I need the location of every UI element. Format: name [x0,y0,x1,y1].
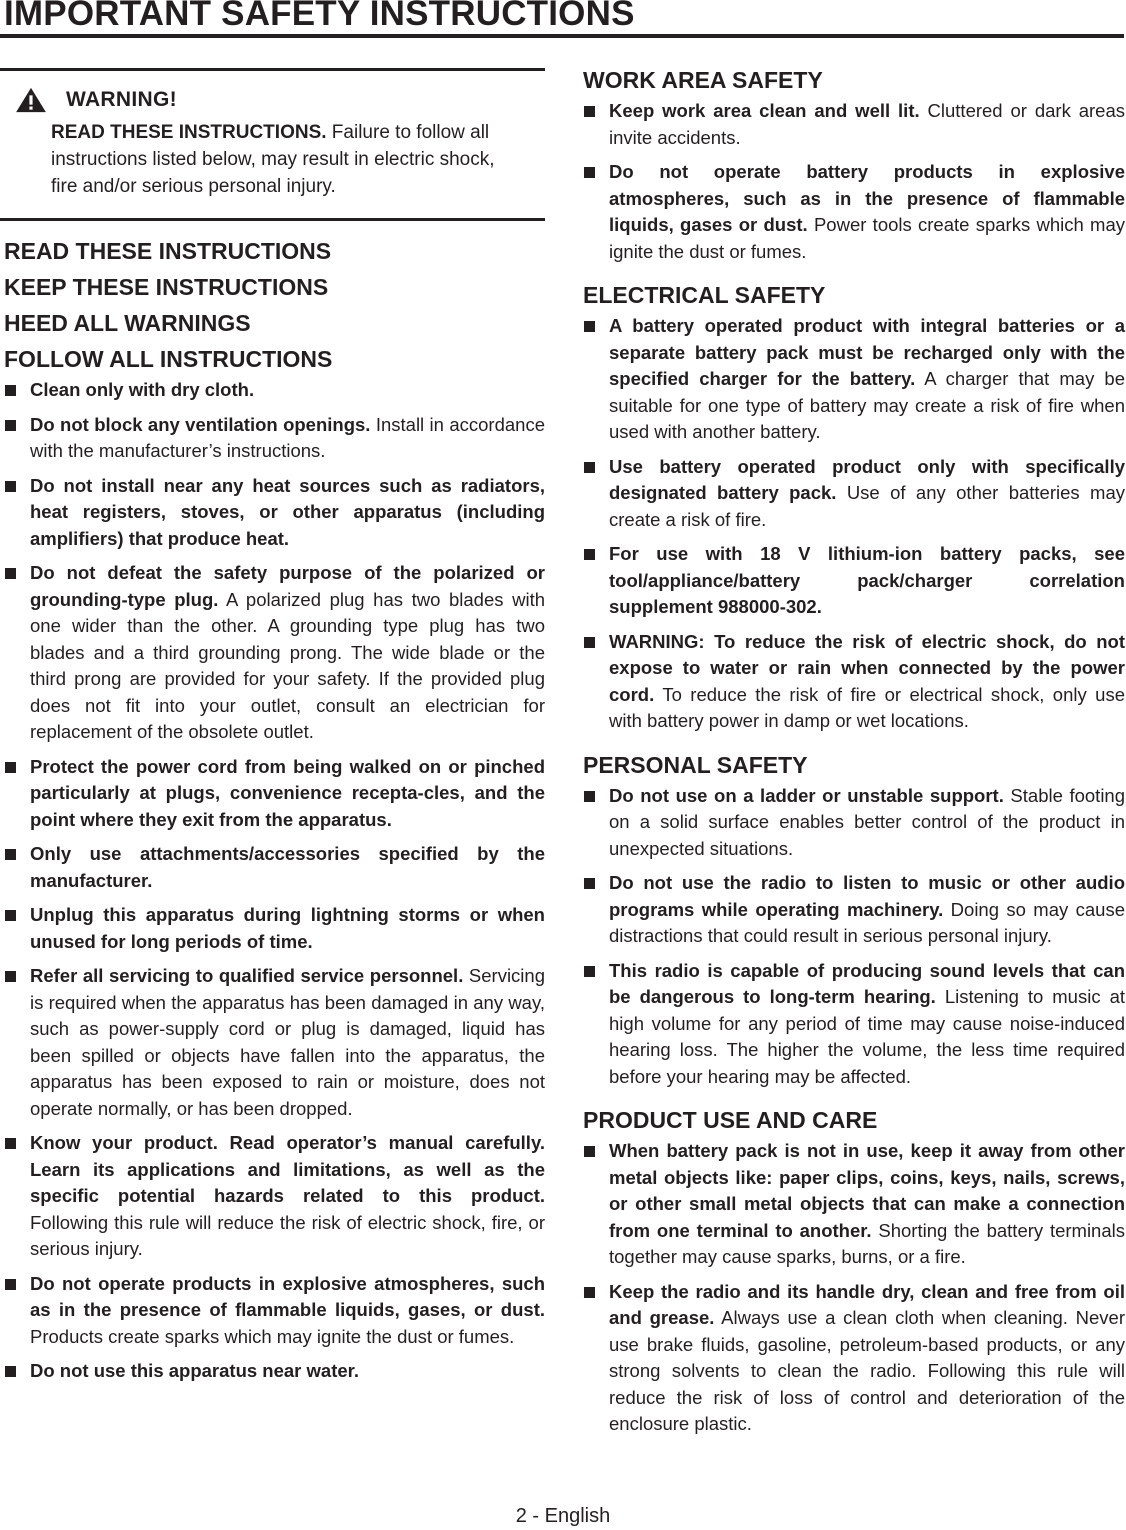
square-bullet-icon [584,1146,595,1157]
section-heading: ELECTRICAL SAFETY [583,282,826,308]
list-item [4,841,545,894]
item-bold-text: Keep work area clean and well lit. [609,100,920,121]
list-item [583,1279,1125,1438]
item-body-text: Power tools create sparks which may ignite the dust or fumes. [609,214,1125,262]
left-instruction-list [4,377,545,1385]
square-bullet-icon [5,971,16,982]
list-item [4,754,545,834]
square-bullet-icon [5,481,16,492]
list-item [583,541,1125,621]
item-body-text: Listening to music at high volume for any period of time may cause noise-induced hearing loss. The higher the volume, the less time required before your hearing may be affected. [609,986,1125,1087]
item-body-text: To reduce the risk of fire or electrical shock, only use with battery power in damp or wet locations. [609,683,1125,731]
item-body-text: Following this rule will reduce the risk of electric shock, fire, or serious injury. [30,1211,545,1259]
safety-section [583,751,1125,1091]
item-bold-text: Do not block any ventilation openings. [30,413,371,435]
item-body-text: Stable footing on a solid surface enables better control of the product in unexpected situations. [609,784,1126,859]
square-bullet-icon [5,1138,16,1149]
square-bullet-icon [5,385,16,396]
warning-label: WARNING! [66,88,177,111]
item-bold-text: For use with 18 V lithium-ion battery packs, see tool/appliance/battery pack/charger correlation supplement 988000-302. [609,543,1125,617]
section-item-list [583,783,1125,1091]
list-item [583,783,1125,863]
item-body-text: Cluttered or dark areas invite accidents. [609,100,1126,148]
section-heading: FOLLOW ALL INSTRUCTIONS [4,346,333,372]
warning-text [51,119,511,200]
item-bold-text: Do not operate products in explosive atmospheres, such as in the presence of flammable liquids, gases, or dust. [30,1272,545,1320]
item-bold-text: Do not use the radio to listen to music or other audio programs while operating machinery. [609,872,1125,920]
square-bullet-icon [5,420,16,431]
item-bold-text: Do not use on a ladder or unstable support. [609,784,1004,806]
list-item [583,98,1125,151]
section-heading: READ THESE INSTRUCTIONS [4,238,332,264]
list-item [4,560,545,746]
warning-body: Failure to follow all instructions listed below, may result in electric shock, fire and/or serious personal injury. [51,122,495,197]
square-bullet-icon [584,966,595,977]
item-bold-text: Clean only with dry cloth. [30,379,255,400]
list-item [4,1271,545,1351]
list-item [583,629,1125,735]
square-bullet-icon [584,791,595,802]
list-item [4,902,545,955]
item-body-text: Always use a clean cloth when cleaning. Never use brake fluids, gasoline, petroleum-based products, or any strong solvents to clean the radio. Following this rule will reduce the risk of loss of control and deterioration of the enclosure plastic. [609,1307,1126,1434]
square-bullet-icon [584,637,595,648]
item-body-text: Install in accordance with the manufacturer’s instructions. [30,413,545,461]
item-bold-text: Do not use this apparatus near water. [30,1360,359,1381]
section-item-list [583,1138,1125,1438]
section-heading: HEED ALL WARNINGS [4,310,251,336]
list-item [4,1358,545,1385]
left-headings [4,233,545,377]
item-body-text: Shorting the battery terminals together may cause sparks, burns, or a fire. [609,1219,1125,1267]
item-body-text: Servicing is required when the apparatus has been damaged in any way, such as power-supply cord or plug is damaged, liquid has been spilled or objects have fallen into the apparatus, the apparatus has been exposed to rain or moisture, does not operate normally, or has been dropped. [30,965,545,1119]
section-heading: WORK AREA SAFETY [583,67,823,93]
section-heading: PRODUCT USE AND CARE [583,1107,878,1133]
title-rule [0,34,1124,38]
list-item [583,958,1125,1091]
square-bullet-icon [5,762,16,773]
warning-header [14,87,545,113]
section-item-list [583,98,1125,265]
left-column [4,68,545,1393]
right-column [583,66,1125,1454]
item-body-text: Doing so may cause distractions that could result in serious personal injury. [609,898,1125,946]
list-item [4,473,545,553]
list-item [583,870,1125,950]
item-bold-text: Know your product. Read operator’s manual carefully. Learn its applications and limitations, as well as the specific potential hazards related to this product. [30,1132,545,1206]
safety-section [583,66,1125,265]
square-bullet-icon [5,1279,16,1290]
item-bold-text: WARNING: To reduce the risk of electric shock, do not expose to water or rain when connected by the power cord. [609,630,1125,705]
list-item [4,963,545,1122]
square-bullet-icon [584,878,595,889]
warning-triangle-icon [14,87,48,113]
square-bullet-icon [584,1287,595,1298]
square-bullet-icon [584,106,595,117]
square-bullet-icon [5,568,16,579]
list-item [4,412,545,465]
safety-section [583,1106,1125,1438]
square-bullet-icon [584,462,595,473]
section-heading: KEEP THESE INSTRUCTIONS [4,274,329,300]
warning-bold: READ THESE INSTRUCTIONS. [51,122,327,143]
square-bullet-icon [5,849,16,860]
item-body-text: Products create sparks which may ignite the dust or fumes. [30,1325,515,1347]
list-item [583,1138,1125,1271]
square-bullet-icon [584,321,595,332]
section-item-list [583,313,1125,735]
page-footer: 2 - English [515,1505,611,1527]
warning-box [0,68,545,221]
square-bullet-icon [5,910,16,921]
list-item [583,454,1125,534]
item-bold-text: Keep the radio and its handle dry, clean and free from oil and grease. [609,1280,1125,1328]
item-bold-text: Do not defeat the safety purpose of the polarized or grounding-type plug. [30,562,545,610]
item-body-text: Use of any other batteries may create a risk of fire. [609,482,1125,530]
item-body-text: A charger that may be suitable for one type of battery may create a risk of fire when used with another battery. [609,368,1125,442]
item-bold-text: Do not install near any heat sources such as radiators, heat registers, stoves, or other apparatus (including amplifiers) that produce heat. [30,474,545,549]
list-item [4,377,545,404]
item-bold-text: Use battery operated product only with specifically designated battery pack. [609,455,1125,503]
item-bold-text: Refer all servicing to qualified service personnel. [30,965,464,986]
section-heading: PERSONAL SAFETY [583,751,808,778]
list-item [4,1130,545,1263]
item-bold-text: A battery operated product with integral batteries or a separate battery pack must be recharged only with the specified charger for the battery. [609,315,1125,389]
item-bold-text: This radio is capable of producing sound levels that can be dangerous to long-term hearing. [609,959,1125,1007]
square-bullet-icon [5,1366,16,1377]
item-bold-text: When battery pack is not in use, keep it away from other metal objects like: paper clips, coins, keys, nails, screws, or other small metal objects that can make a connection from one terminal to another. [609,1140,1125,1241]
square-bullet-icon [584,167,595,178]
item-bold-text: Protect the power cord from being walked on or pinched particularly at plugs, convenience recepta-cles, and the point where they exit from the apparatus. [30,755,545,830]
item-bold-text: Do not operate battery products in explosive atmospheres, such as in the presence of flammable liquids, gases or dust. [609,161,1125,235]
item-body-text: A polarized plug has two blades with one wider than the other. A grounding type plug has two blades and a third grounding prong. The wide blade or the third prong are provided for your safety. If the provided plug does not fit into your outlet, consult an electrician for replacement of the obsolete outlet. [30,588,546,742]
page-title: IMPORTANT SAFETY INSTRUCTIONS [4,0,635,33]
list-item [583,159,1125,265]
safety-section [583,281,1125,735]
square-bullet-icon [584,549,595,560]
item-bold-text: Only use attachments/accessories specified by the manufacturer. [30,843,545,891]
list-item [583,313,1125,446]
item-bold-text: Unplug this apparatus during lightning storms or when unused for long periods of time. [30,904,545,952]
